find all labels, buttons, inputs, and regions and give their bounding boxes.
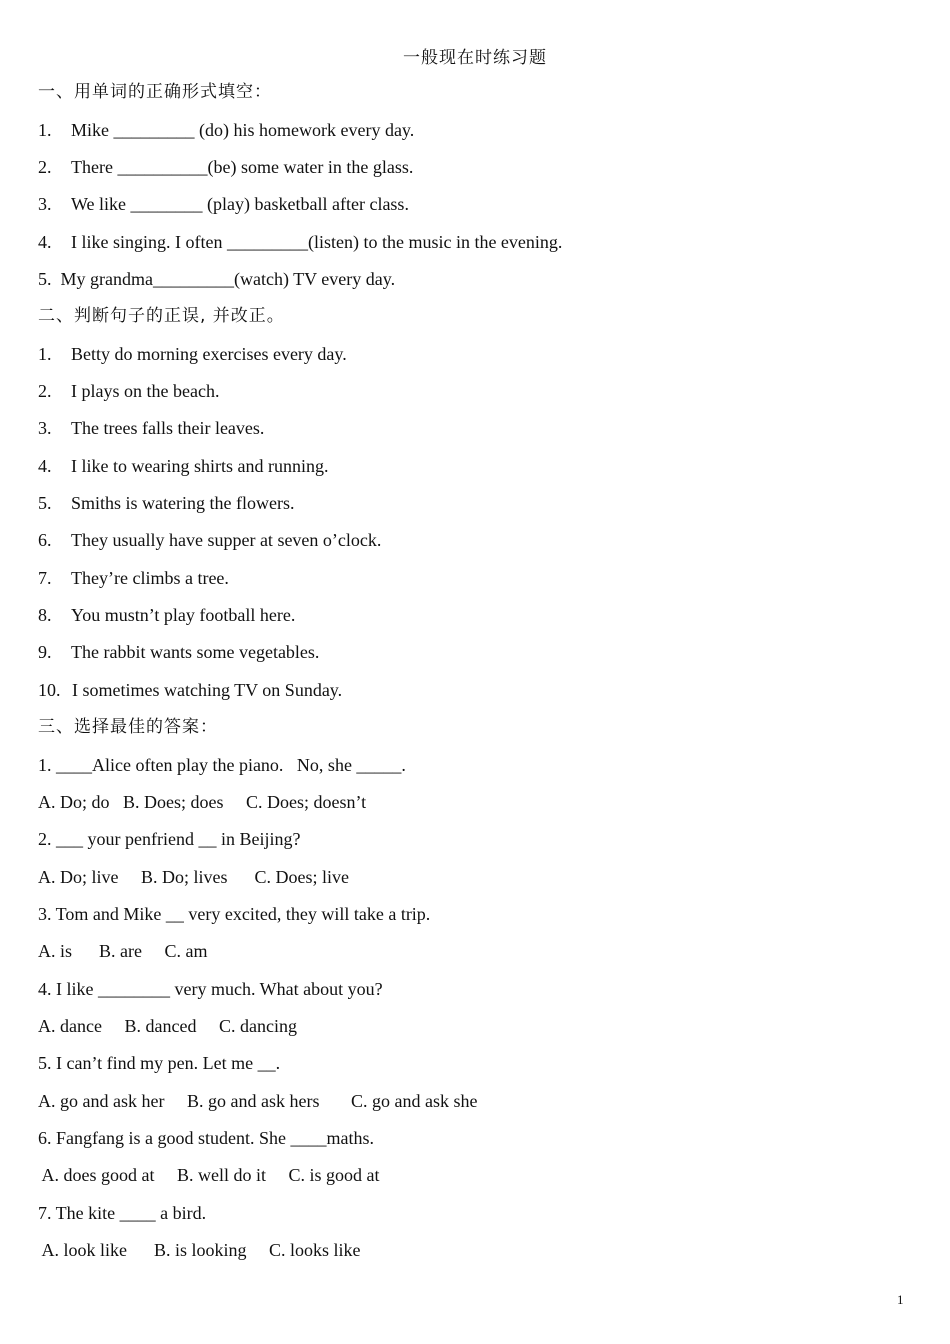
item-text: The trees falls their leaves. (71, 418, 265, 438)
option-b: B. well do it (177, 1165, 266, 1185)
item-text: They usually have supper at seven o’clock. (71, 530, 382, 550)
answer-options (38, 1238, 361, 1262)
item-number: 4. (38, 232, 52, 252)
item-text: Smiths is watering the flowers. (71, 493, 295, 513)
list-item (38, 192, 409, 216)
option-c: C. Does; doesn’t (246, 792, 367, 812)
question-text: 2. ___ your penfriend __ in Beijing? (38, 829, 301, 849)
list-item (38, 640, 319, 664)
item-number: 9. (38, 642, 52, 662)
option-b: B. is looking (154, 1240, 247, 1260)
list-item (38, 491, 294, 515)
item-number: 1. (38, 120, 52, 140)
item-text: Mike _________ (do) his homework every day. (71, 120, 415, 140)
item-text: We like ________ (play) basketball after class. (71, 194, 409, 214)
item-text: My grandma_________(watch) TV every day. (60, 269, 396, 289)
list-item (38, 155, 413, 179)
item-text: The rabbit wants some vegetables. (71, 642, 320, 662)
item-text: I like singing. I often _________(listen) to the music in the evening. (71, 232, 563, 252)
option-a: A. dance (38, 1016, 102, 1036)
item-text: There __________(be) some water in the glass. (71, 157, 414, 177)
question-text: 5. I can’t find my pen. Let me __. (38, 1053, 281, 1073)
option-a: A. Do; do (38, 792, 110, 812)
list-item (38, 416, 264, 440)
answer-options (38, 1014, 297, 1038)
question-text: 4. I like ________ very much. What about you? (38, 979, 383, 999)
item-number: 10. (38, 680, 61, 700)
question-text: 6. Fangfang is a good student. She ____maths. (38, 1128, 374, 1148)
item-number: 3. (38, 194, 52, 214)
item-text: You mustn’t play football here. (71, 605, 296, 625)
item-number: 6. (38, 530, 52, 550)
list-item (38, 603, 295, 627)
item-text: I like to wearing shirts and running. (71, 456, 329, 476)
option-c: C. am (164, 941, 208, 961)
option-c: C. Does; live (254, 867, 350, 887)
item-text: I sometimes watching TV on Sunday. (72, 680, 343, 700)
list-item (38, 267, 395, 291)
list-item (38, 678, 342, 702)
list-item (38, 118, 414, 142)
section-heading-3: 三、选择最佳的答案： (38, 717, 218, 737)
list-item (38, 454, 328, 478)
answer-options (38, 939, 208, 963)
item-number: 3. (38, 418, 52, 438)
item-number: 5. (38, 493, 52, 513)
option-c: C. dancing (218, 1016, 297, 1036)
option-b: B. danced (124, 1016, 197, 1036)
list-item (38, 230, 562, 254)
answer-options (38, 1089, 477, 1113)
option-b: B. go and ask hers (186, 1091, 320, 1111)
option-a: A. does good at (41, 1165, 155, 1185)
option-a: A. Do; live (38, 867, 119, 887)
list-item (38, 379, 219, 403)
item-number: 4. (38, 456, 52, 476)
page-title: 一般现在时练习题 (403, 48, 547, 68)
option-a: A. is (38, 941, 73, 961)
item-text: They’re climbs a tree. (71, 568, 229, 588)
item-number: 8. (38, 605, 52, 625)
option-b: B. Does; does (123, 792, 224, 812)
section-heading-1: 一、用单词的正确形式填空： (38, 82, 272, 102)
question-text: 1. ____Alice often play the piano. No, she _____. (38, 755, 406, 775)
item-number: 7. (38, 568, 52, 588)
option-c: C. looks like (269, 1240, 361, 1260)
page-number: 1 (897, 1292, 904, 1307)
option-c: C. is good at (288, 1165, 380, 1185)
list-item (38, 528, 381, 552)
option-b: B. Do; lives (141, 867, 228, 887)
item-number: 2. (38, 381, 52, 401)
item-text: I plays on the beach. (71, 381, 220, 401)
option-a: A. go and ask her (38, 1091, 165, 1111)
question-text: 3. Tom and Mike __ very excited, they will take a trip. (38, 904, 431, 924)
question-text: 7. The kite ____ a bird. (38, 1203, 207, 1223)
list-item (38, 342, 347, 366)
option-a: A. look like (41, 1240, 128, 1260)
section-heading-2: 二、判断句子的正误, 并改正。 (38, 306, 285, 326)
answer-options (38, 1163, 380, 1187)
item-number: 5. (38, 269, 52, 289)
item-number: 2. (38, 157, 52, 177)
option-b: B. are (99, 941, 142, 961)
answer-options (38, 865, 349, 889)
item-text: Betty do morning exercises every day. (71, 344, 347, 364)
item-number: 1. (38, 344, 52, 364)
option-c: C. go and ask she (350, 1091, 478, 1111)
list-item (38, 566, 229, 590)
answer-options (38, 790, 366, 814)
